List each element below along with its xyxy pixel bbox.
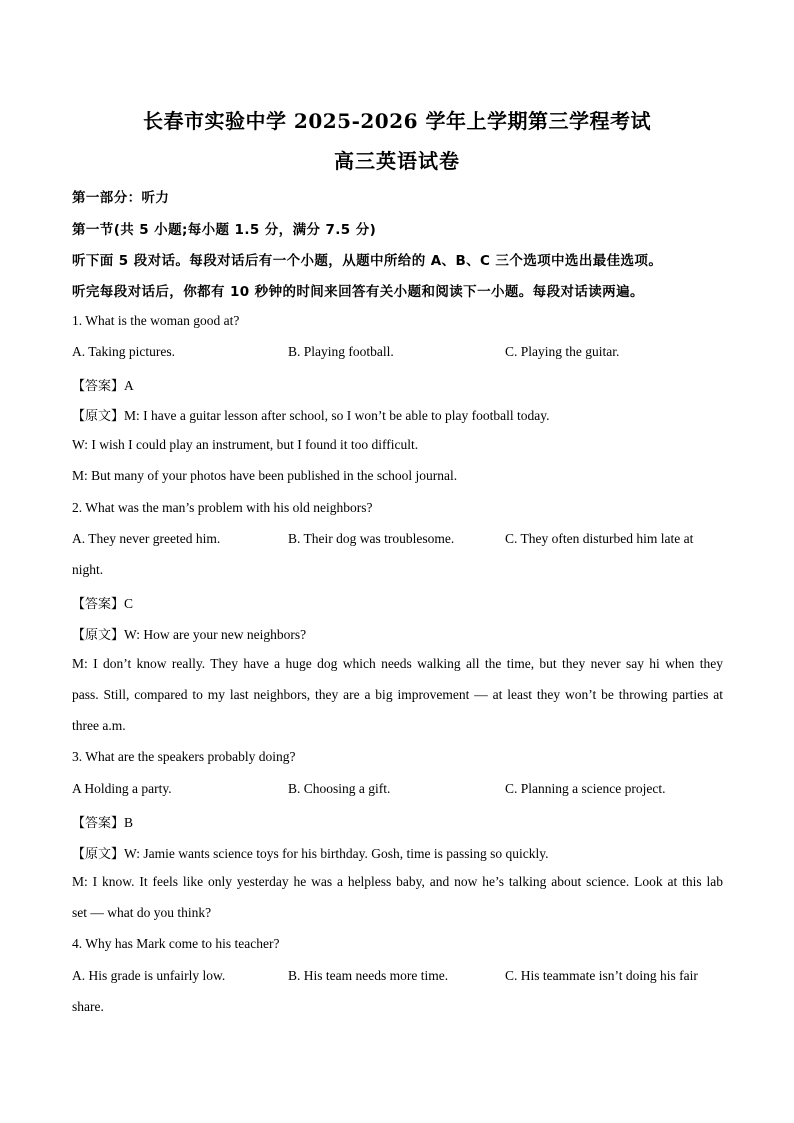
- question-1-option-b: B. Playing football.: [288, 344, 394, 359]
- question-2-option-b: B. Their dog was troublesome.: [288, 531, 455, 546]
- question-3-option-b: B. Choosing a gift.: [288, 781, 391, 796]
- question-3-transcript-3: set — what do you think?: [72, 905, 212, 920]
- transcript-text: W: How are your new neighbors?: [124, 627, 307, 642]
- question-1-transcript-1: [72, 405, 550, 424]
- question-3-option-a: A Holding a party.: [72, 781, 172, 796]
- answer-tag: 【答案】: [72, 597, 125, 612]
- question-4-option-c: C. His teammate isn’t doing his fair: [505, 968, 698, 983]
- question-2-answer: [72, 593, 133, 612]
- question-3-answer: [72, 812, 133, 831]
- question-1-stem: 1. What is the woman good at?: [72, 313, 240, 328]
- question-1-transcript-3: M: But many of your photos have been published in the school journal.: [72, 468, 458, 483]
- question-1-answer: [72, 375, 134, 394]
- question-4-option-a: A. His grade is unfairly low.: [72, 968, 226, 983]
- question-2-option-c: C. They often disturbed him late at: [505, 531, 694, 546]
- instruction-line-1: 听下面 5 段对话。每段对话后有一个小题，从题中所给的 A、B、C 三个选项中选出最佳选项。: [72, 253, 663, 269]
- question-4-option-c-continued: share.: [72, 999, 104, 1014]
- question-4-option-b: B. His team needs more time.: [288, 968, 449, 983]
- question-3-option-c: C. Planning a science project.: [505, 781, 666, 796]
- answer-value: B: [124, 815, 134, 830]
- question-2-option-c-continued: night.: [72, 562, 104, 577]
- exam-subtitle: 高三英语试卷: [334, 149, 460, 173]
- section-heading: 第一节(共 5 小题;每小题 1.5 分，满分 7.5 分): [72, 222, 377, 238]
- question-2-transcript-3: pass. Still, compared to my last neighbors, they are a big improvement — at least they won’t be throwing parties at: [72, 687, 723, 702]
- question-2-option-a: A. They never greeted him.: [72, 531, 221, 546]
- question-2-transcript-4: three a.m.: [72, 718, 126, 733]
- answer-value: A: [124, 378, 134, 393]
- exam-title: 长春市实验中学 2025-2026 学年上学期第三学程考试: [142, 109, 652, 133]
- instruction-line-2: 听完每段对话后，你都有 10 秒钟的时间来回答有关小题和阅读下一小题。每段对话读两遍。: [72, 284, 644, 300]
- question-4-stem: 4. Why has Mark come to his teacher?: [72, 936, 280, 951]
- answer-tag: 【答案】: [72, 816, 125, 831]
- original-tag: 【原文】: [72, 847, 125, 862]
- question-2-stem: 2. What was the man’s problem with his old neighbors?: [72, 500, 373, 515]
- question-3-transcript-2: M: I know. It feels like only yesterday he was a helpless baby, and now he’s talking about science. Look at this lab: [72, 874, 723, 889]
- question-1-option-a: A. Taking pictures.: [72, 344, 176, 359]
- question-3-stem: 3. What are the speakers probably doing?: [72, 749, 296, 764]
- answer-tag: 【答案】: [72, 379, 125, 394]
- question-1-transcript-2: W: I wish I could play an instrument, but I found it too difficult.: [72, 437, 419, 452]
- question-2-transcript-1: [72, 624, 306, 643]
- question-1-option-c: C. Playing the guitar.: [505, 344, 620, 359]
- question-2-transcript-2: M: I don’t know really. They have a huge dog which needs walking all the time, but they never say hi when they: [72, 656, 723, 671]
- question-3-transcript-1: [72, 843, 548, 862]
- answer-value: C: [124, 596, 134, 611]
- original-tag: 【原文】: [72, 409, 125, 424]
- transcript-text: M: I have a guitar lesson after school, so I won’t be able to play football today.: [124, 408, 550, 423]
- transcript-text: W: Jamie wants science toys for his birthday. Gosh, time is passing so quickly.: [124, 846, 549, 861]
- part-heading: 第一部分：听力: [72, 190, 170, 206]
- original-tag: 【原文】: [72, 628, 125, 643]
